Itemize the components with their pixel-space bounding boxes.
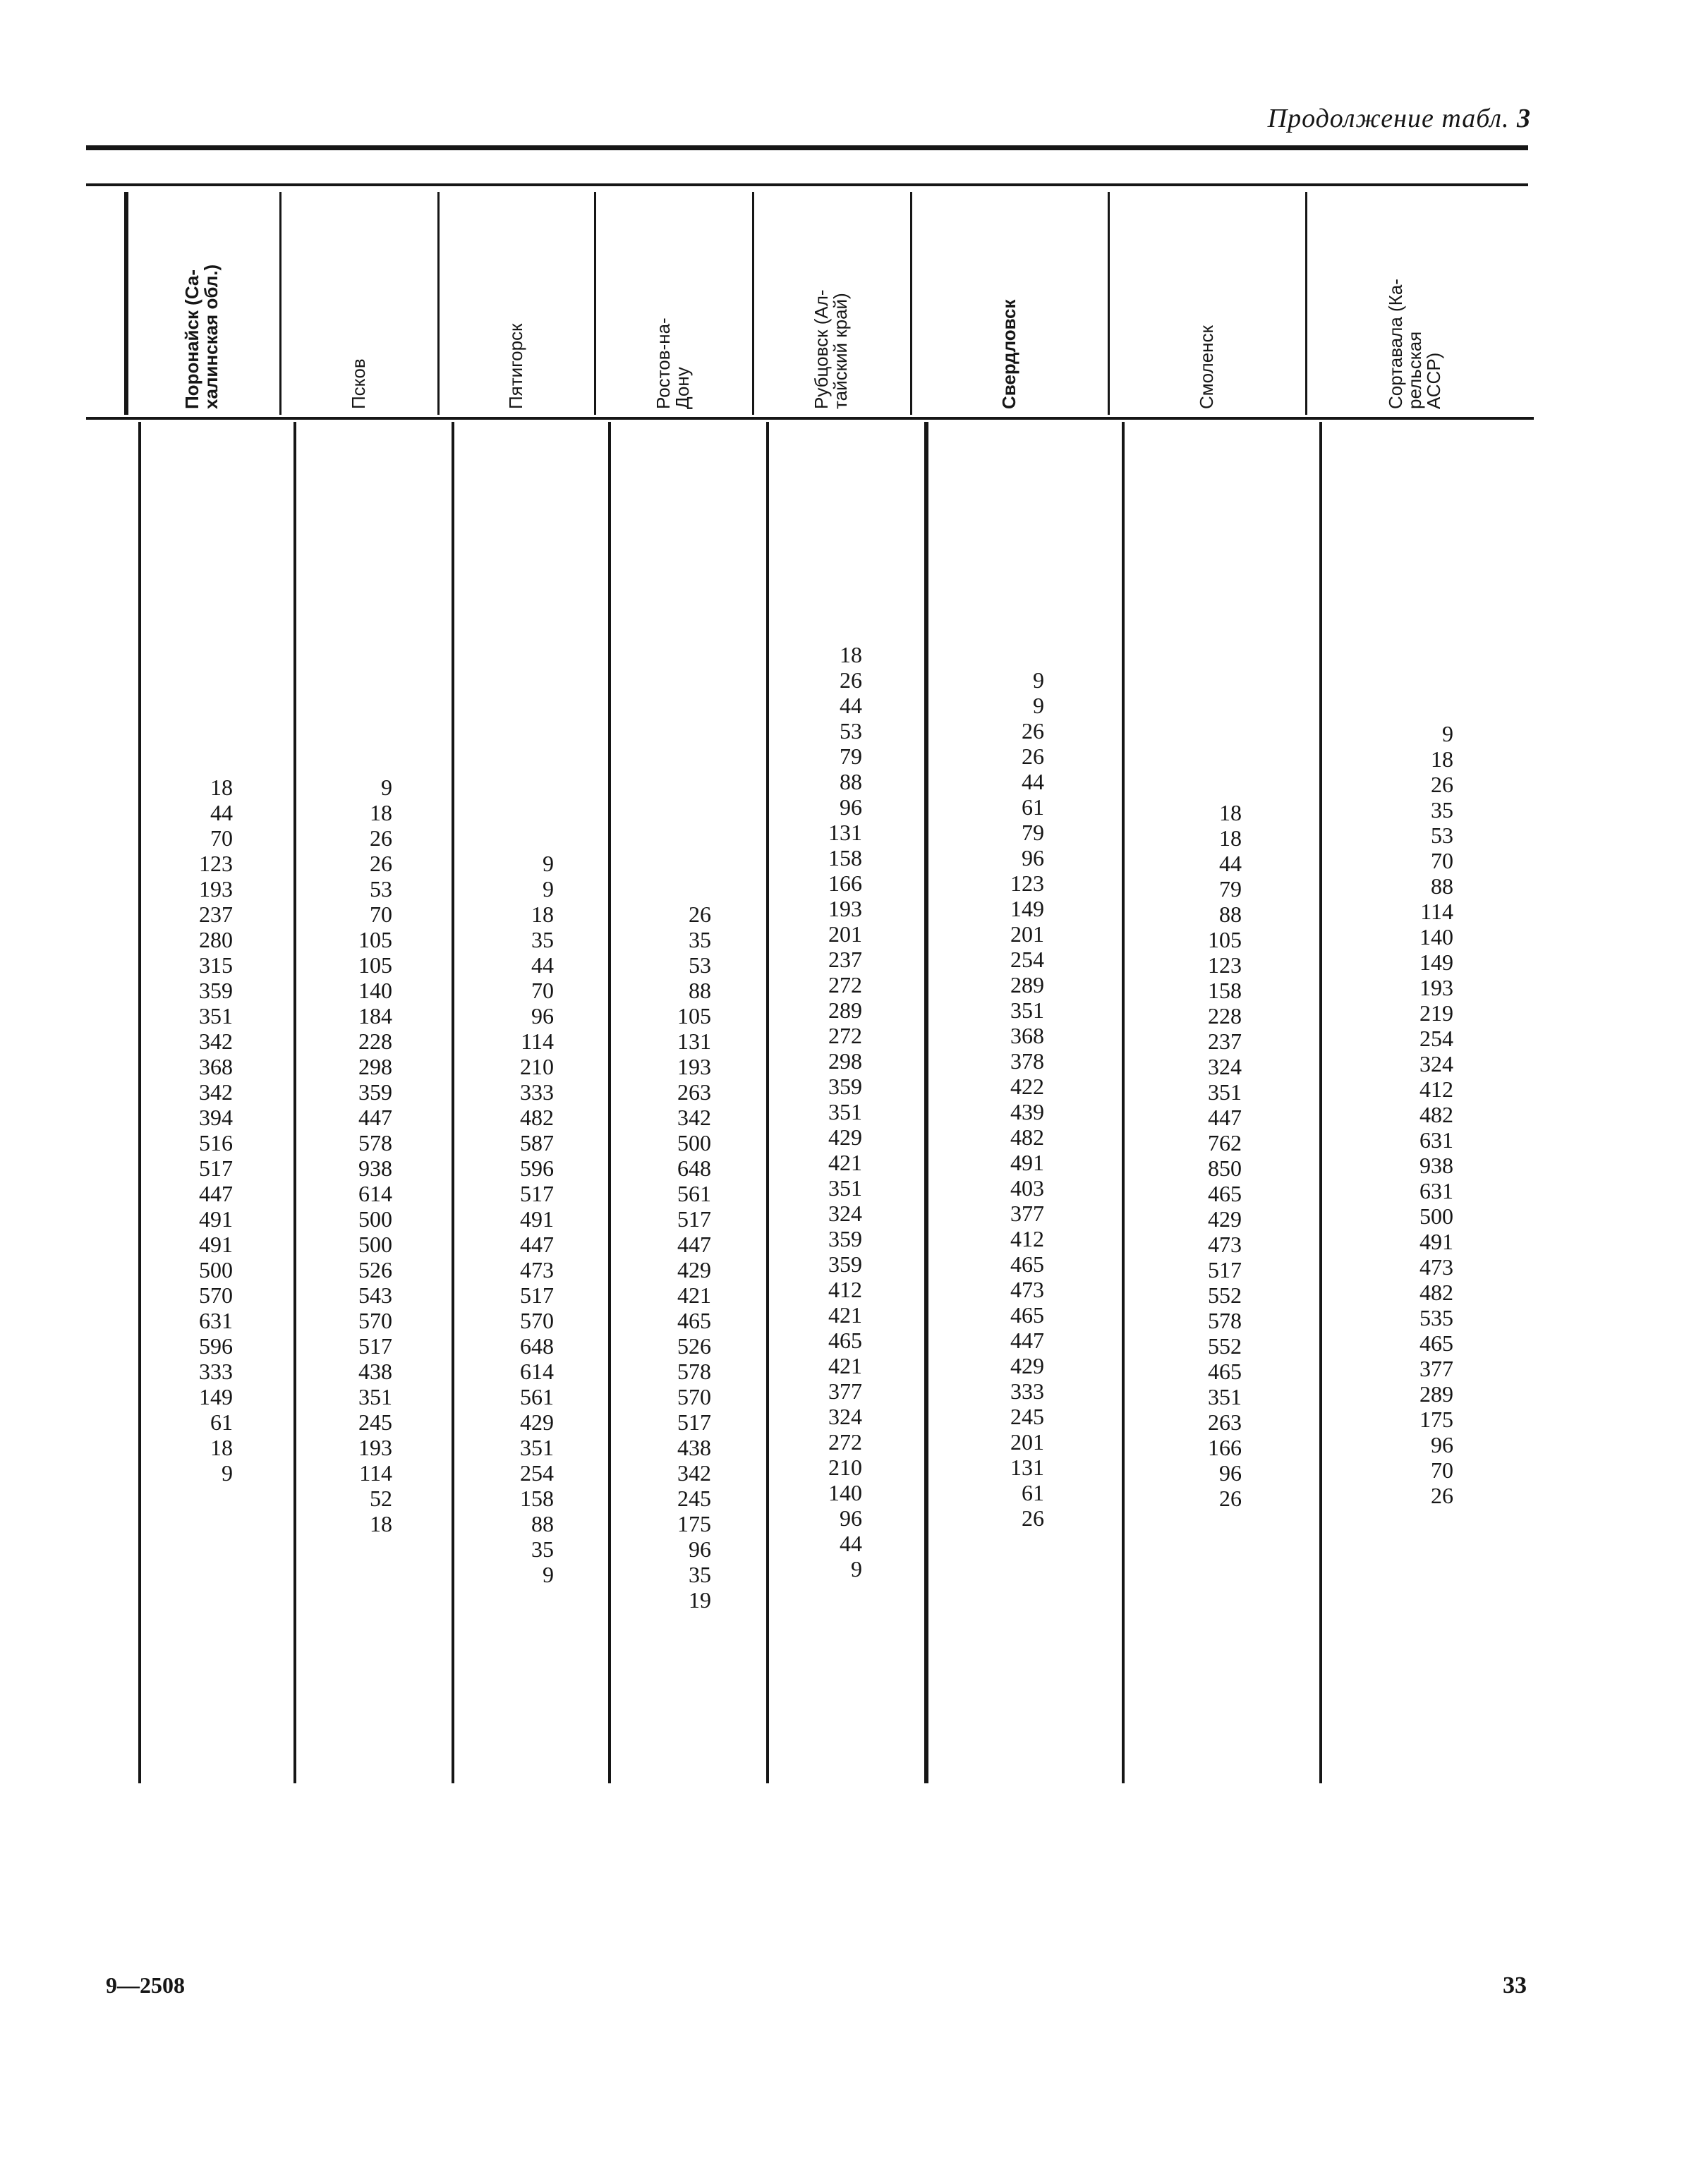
table-cell: 938 bbox=[358, 1155, 392, 1181]
table-cell: 570 bbox=[199, 1282, 233, 1308]
table-cell: 9 bbox=[1033, 693, 1044, 718]
table-cell: 96 bbox=[840, 794, 862, 820]
table-cell: 333 bbox=[199, 1359, 233, 1384]
table-cell: 149 bbox=[1419, 950, 1453, 975]
table-cell: 500 bbox=[199, 1257, 233, 1282]
table-cell: 614 bbox=[358, 1181, 392, 1206]
table-cell: 491 bbox=[199, 1232, 233, 1257]
table-cell: 18 bbox=[370, 1511, 392, 1536]
table-cell: 289 bbox=[828, 997, 862, 1023]
table-cell: 850 bbox=[1208, 1155, 1242, 1181]
table-cell: 570 bbox=[677, 1384, 711, 1409]
table-cell: 482 bbox=[1419, 1102, 1453, 1127]
table-cell: 342 bbox=[677, 1105, 711, 1130]
table-cell: 70 bbox=[1431, 1457, 1453, 1483]
table-cell: 52 bbox=[370, 1486, 392, 1511]
table-cell: 596 bbox=[520, 1155, 554, 1181]
table-cell: 526 bbox=[358, 1257, 392, 1282]
table-cell: 263 bbox=[1208, 1409, 1242, 1435]
table-cell: 543 bbox=[358, 1282, 392, 1308]
table-cell: 473 bbox=[520, 1257, 554, 1282]
table-cell: 35 bbox=[531, 1536, 554, 1562]
table-cell: 201 bbox=[1010, 921, 1044, 947]
table-cell: 96 bbox=[531, 1003, 554, 1029]
table-cell: 26 bbox=[370, 851, 392, 876]
table-cell: 193 bbox=[199, 876, 233, 902]
table-cell: 61 bbox=[1022, 1480, 1044, 1505]
column-divider-body bbox=[924, 422, 928, 1783]
page-number: 33 bbox=[1503, 1972, 1527, 1998]
table-cell: 473 bbox=[1419, 1254, 1453, 1280]
table-cell: 333 bbox=[520, 1079, 554, 1105]
table-cell: 18 bbox=[1219, 825, 1242, 851]
table-cell: 351 bbox=[1208, 1384, 1242, 1409]
table-cell: 272 bbox=[828, 1023, 862, 1048]
table-cell: 9 bbox=[543, 851, 554, 876]
table-cell: 359 bbox=[828, 1251, 862, 1277]
table-cell: 359 bbox=[828, 1074, 862, 1099]
table-cell: 500 bbox=[1419, 1203, 1453, 1229]
table-cell: 254 bbox=[1010, 947, 1044, 972]
table-cell: 201 bbox=[828, 921, 862, 947]
table-cell: 26 bbox=[370, 825, 392, 851]
table-cell: 272 bbox=[828, 1429, 862, 1455]
table-cell: 447 bbox=[520, 1232, 554, 1257]
table-cell: 114 bbox=[359, 1460, 392, 1486]
table-cell: 465 bbox=[1208, 1359, 1242, 1384]
table-cell: 18 bbox=[370, 800, 392, 825]
table-cell: 614 bbox=[520, 1359, 554, 1384]
table-cell: 368 bbox=[199, 1054, 233, 1079]
column-values bbox=[308, 775, 392, 1536]
table-cell: 491 bbox=[1010, 1150, 1044, 1175]
table-cell: 359 bbox=[358, 1079, 392, 1105]
column-divider-body bbox=[138, 422, 141, 1783]
table-cell: 9 bbox=[1033, 667, 1044, 693]
table-cell: 429 bbox=[520, 1409, 554, 1435]
table-cell: 439 bbox=[1010, 1099, 1044, 1124]
table-cell: 88 bbox=[840, 769, 862, 794]
column-header-label: Рубцовск (Ал- тайский край) bbox=[811, 289, 851, 409]
table-cell: 210 bbox=[828, 1455, 862, 1480]
table-cell: 351 bbox=[828, 1099, 862, 1124]
column-values bbox=[626, 902, 711, 1613]
table-cell: 237 bbox=[199, 902, 233, 927]
table-cell: 44 bbox=[210, 800, 233, 825]
table-cell: 526 bbox=[677, 1333, 711, 1359]
table-cell: 429 bbox=[1010, 1353, 1044, 1378]
table-cell: 421 bbox=[828, 1150, 862, 1175]
table-cell: 447 bbox=[1010, 1328, 1044, 1353]
table-cell: 561 bbox=[677, 1181, 711, 1206]
table-cell: 377 bbox=[828, 1378, 862, 1404]
column-header-label: Пятигорск bbox=[504, 323, 526, 409]
table-cell: 342 bbox=[199, 1079, 233, 1105]
table-cell: 158 bbox=[1208, 978, 1242, 1003]
table-cell: 298 bbox=[828, 1048, 862, 1074]
column-divider-body bbox=[766, 422, 769, 1783]
table-cell: 9 bbox=[543, 876, 554, 902]
table-cell: 280 bbox=[199, 927, 233, 952]
table-cell: 578 bbox=[358, 1130, 392, 1155]
table-cell: 447 bbox=[358, 1105, 392, 1130]
table-cell: 289 bbox=[1419, 1381, 1453, 1407]
table-cell: 359 bbox=[199, 978, 233, 1003]
table-cell: 9 bbox=[381, 775, 392, 800]
table-cell: 26 bbox=[1431, 772, 1453, 797]
table-cell: 517 bbox=[520, 1181, 554, 1206]
table-cell: 447 bbox=[677, 1232, 711, 1257]
table-cell: 79 bbox=[1219, 876, 1242, 902]
table-cell: 149 bbox=[199, 1384, 233, 1409]
table-cell: 26 bbox=[1022, 718, 1044, 744]
column-values bbox=[959, 667, 1044, 1531]
table-cell: 631 bbox=[199, 1308, 233, 1333]
table-cell: 193 bbox=[1419, 975, 1453, 1000]
table-cell: 44 bbox=[1219, 851, 1242, 876]
table-cell: 351 bbox=[828, 1175, 862, 1201]
table-cell: 422 bbox=[1010, 1074, 1044, 1099]
table-cell: 491 bbox=[199, 1206, 233, 1232]
table-cell: 412 bbox=[828, 1277, 862, 1302]
table-cell: 596 bbox=[199, 1333, 233, 1359]
table-cell: 254 bbox=[520, 1460, 554, 1486]
table-cell: 18 bbox=[1431, 746, 1453, 772]
table-cell: 465 bbox=[828, 1328, 862, 1353]
table-cell: 123 bbox=[1010, 870, 1044, 896]
table-cell: 131 bbox=[828, 820, 862, 845]
column-header bbox=[752, 190, 910, 409]
table-cell: 131 bbox=[677, 1029, 711, 1054]
table-cell: 272 bbox=[828, 972, 862, 997]
table-cell: 175 bbox=[677, 1511, 711, 1536]
table-cell: 578 bbox=[677, 1359, 711, 1384]
table-cell: 131 bbox=[1010, 1455, 1044, 1480]
table-cell: 359 bbox=[828, 1226, 862, 1251]
table-cell: 342 bbox=[199, 1029, 233, 1054]
table-cell: 175 bbox=[1419, 1407, 1453, 1432]
table-cell: 465 bbox=[1010, 1251, 1044, 1277]
table-cell: 482 bbox=[1010, 1124, 1044, 1150]
table-cell: 53 bbox=[370, 876, 392, 902]
table-cell: 44 bbox=[1022, 769, 1044, 794]
column-header bbox=[1305, 190, 1524, 409]
table-cell: 9 bbox=[851, 1556, 862, 1582]
table-cell: 96 bbox=[1431, 1432, 1453, 1457]
table-cell: 26 bbox=[1022, 1505, 1044, 1531]
table-cell: 482 bbox=[1419, 1280, 1453, 1305]
table-cell: 26 bbox=[840, 667, 862, 693]
table-cell: 96 bbox=[1022, 845, 1044, 870]
table-cell: 342 bbox=[677, 1460, 711, 1486]
table-cell: 351 bbox=[1208, 1079, 1242, 1105]
table-cell: 35 bbox=[689, 1562, 711, 1587]
table-cell: 333 bbox=[1010, 1378, 1044, 1404]
table-cell: 193 bbox=[677, 1054, 711, 1079]
table-cell: 368 bbox=[1010, 1023, 1044, 1048]
table-cell: 324 bbox=[828, 1201, 862, 1226]
table-cell: 552 bbox=[1208, 1333, 1242, 1359]
column-header-label: Поронайск (Са- халинская обл.) bbox=[181, 264, 222, 409]
table-cell: 378 bbox=[1010, 1048, 1044, 1074]
table-number: 3 bbox=[1517, 104, 1531, 133]
table-cell: 140 bbox=[1419, 924, 1453, 950]
table-cell: 70 bbox=[210, 825, 233, 851]
column-values bbox=[148, 775, 233, 1486]
table-cell: 394 bbox=[199, 1105, 233, 1130]
table-cell: 35 bbox=[689, 927, 711, 952]
column-header-label: Свердловск bbox=[998, 299, 1019, 409]
table-cell: 193 bbox=[828, 896, 862, 921]
table-cell: 88 bbox=[531, 1511, 554, 1536]
table-cell: 184 bbox=[358, 1003, 392, 1029]
column-divider-body bbox=[608, 422, 611, 1783]
table-cell: 44 bbox=[531, 952, 554, 978]
table-cell: 351 bbox=[358, 1384, 392, 1409]
table-cell: 351 bbox=[520, 1435, 554, 1460]
table-cell: 26 bbox=[1431, 1483, 1453, 1508]
table-cell: 105 bbox=[358, 952, 392, 978]
column-header bbox=[1108, 190, 1305, 409]
table-cell: 473 bbox=[1208, 1232, 1242, 1257]
table-cell: 70 bbox=[1431, 848, 1453, 873]
table-cell: 219 bbox=[1419, 1000, 1453, 1026]
table-cell: 517 bbox=[358, 1333, 392, 1359]
table-cell: 158 bbox=[828, 845, 862, 870]
table-cell: 79 bbox=[1022, 820, 1044, 845]
column-header bbox=[279, 190, 437, 409]
table-cell: 421 bbox=[828, 1302, 862, 1328]
column-header bbox=[910, 190, 1108, 409]
table-cell: 140 bbox=[828, 1480, 862, 1505]
table-cell: 210 bbox=[520, 1054, 554, 1079]
table-cell: 535 bbox=[1419, 1305, 1453, 1330]
table-cell: 465 bbox=[1010, 1302, 1044, 1328]
table-cell: 324 bbox=[1208, 1054, 1242, 1079]
table-cell: 123 bbox=[199, 851, 233, 876]
table-cell: 517 bbox=[677, 1206, 711, 1232]
table-cell: 149 bbox=[1010, 896, 1044, 921]
table-cell: 351 bbox=[1010, 997, 1044, 1023]
table-cell: 228 bbox=[358, 1029, 392, 1054]
column-header-label: Сортавала (Ка- рельская АССР) bbox=[1384, 279, 1444, 409]
table-cell: 166 bbox=[1208, 1435, 1242, 1460]
table-cell: 44 bbox=[840, 693, 862, 718]
table-cell: 447 bbox=[199, 1181, 233, 1206]
column-header bbox=[437, 190, 594, 409]
table-cell: 482 bbox=[520, 1105, 554, 1130]
table-cell: 9 bbox=[222, 1460, 233, 1486]
table-cell: 762 bbox=[1208, 1130, 1242, 1155]
column-header bbox=[594, 190, 752, 409]
table-cell: 70 bbox=[370, 902, 392, 927]
table-cell: 53 bbox=[1431, 823, 1453, 848]
column-values bbox=[777, 642, 862, 1582]
table-cell: 561 bbox=[520, 1384, 554, 1409]
table-cell: 245 bbox=[677, 1486, 711, 1511]
table-cell: 465 bbox=[1208, 1181, 1242, 1206]
table-cell: 88 bbox=[1431, 873, 1453, 899]
table-cell: 289 bbox=[1010, 972, 1044, 997]
table-cell: 70 bbox=[531, 978, 554, 1003]
table-cell: 587 bbox=[520, 1130, 554, 1155]
table-cell: 403 bbox=[1010, 1175, 1044, 1201]
continuation-text: Продолжение табл. bbox=[1267, 104, 1510, 133]
table-cell: 35 bbox=[1431, 797, 1453, 823]
table-cell: 105 bbox=[677, 1003, 711, 1029]
continuation-caption bbox=[1164, 103, 1531, 134]
table-cell: 140 bbox=[358, 978, 392, 1003]
column-header-label: Псков bbox=[347, 358, 369, 409]
table-cell: 412 bbox=[1010, 1226, 1044, 1251]
table-cell: 88 bbox=[689, 978, 711, 1003]
table-cell: 18 bbox=[840, 642, 862, 667]
table-cell: 228 bbox=[1208, 1003, 1242, 1029]
table-cell: 351 bbox=[199, 1003, 233, 1029]
table-cell: 18 bbox=[531, 902, 554, 927]
table-cell: 96 bbox=[1219, 1460, 1242, 1486]
table-cell: 245 bbox=[358, 1409, 392, 1435]
table-cell: 193 bbox=[358, 1435, 392, 1460]
table-cell: 578 bbox=[1208, 1308, 1242, 1333]
table-cell: 421 bbox=[677, 1282, 711, 1308]
table-cell: 631 bbox=[1419, 1178, 1453, 1203]
column-divider-body bbox=[293, 422, 296, 1783]
table-cell: 9 bbox=[1442, 721, 1453, 746]
table-cell: 96 bbox=[840, 1505, 862, 1531]
table-cell: 9 bbox=[543, 1562, 554, 1587]
table-cell: 500 bbox=[358, 1206, 392, 1232]
table-cell: 648 bbox=[677, 1155, 711, 1181]
table-cell: 105 bbox=[358, 927, 392, 952]
table-cell: 429 bbox=[828, 1124, 862, 1150]
table-cell: 53 bbox=[840, 718, 862, 744]
table-cell: 491 bbox=[520, 1206, 554, 1232]
table-cell: 377 bbox=[1419, 1356, 1453, 1381]
table-cell: 166 bbox=[828, 870, 862, 896]
table-cell: 570 bbox=[520, 1308, 554, 1333]
table-cell: 245 bbox=[1010, 1404, 1044, 1429]
table-cell: 465 bbox=[1419, 1330, 1453, 1356]
table-cell: 237 bbox=[828, 947, 862, 972]
table-cell: 18 bbox=[210, 775, 233, 800]
table-cell: 88 bbox=[1219, 902, 1242, 927]
table-cell: 517 bbox=[199, 1155, 233, 1181]
table-cell: 158 bbox=[520, 1486, 554, 1511]
table-cell: 35 bbox=[531, 927, 554, 952]
column-values bbox=[469, 851, 554, 1587]
table-cell: 648 bbox=[520, 1333, 554, 1359]
table-cell: 517 bbox=[520, 1282, 554, 1308]
table-cell: 500 bbox=[358, 1232, 392, 1257]
table-cell: 473 bbox=[1010, 1277, 1044, 1302]
column-header-label: Смоленск bbox=[1195, 325, 1217, 409]
table-cell: 438 bbox=[677, 1435, 711, 1460]
table-cell: 631 bbox=[1419, 1127, 1453, 1153]
table-cell: 447 bbox=[1208, 1105, 1242, 1130]
table-cell: 421 bbox=[828, 1353, 862, 1378]
table-cell: 263 bbox=[677, 1079, 711, 1105]
column-header bbox=[124, 190, 279, 409]
table-cell: 237 bbox=[1208, 1029, 1242, 1054]
table-cell: 61 bbox=[210, 1409, 233, 1435]
column-divider-body bbox=[1122, 422, 1125, 1783]
table-cell: 114 bbox=[1420, 899, 1453, 924]
table-cell: 438 bbox=[358, 1359, 392, 1384]
table-cell: 18 bbox=[210, 1435, 233, 1460]
table-cell: 18 bbox=[1219, 800, 1242, 825]
table-cell: 500 bbox=[677, 1130, 711, 1155]
header-bottom-rule bbox=[86, 417, 1534, 420]
table-cell: 19 bbox=[689, 1587, 711, 1613]
table-cell: 377 bbox=[1010, 1201, 1044, 1226]
header-top-rule bbox=[86, 183, 1528, 186]
table-cell: 79 bbox=[840, 744, 862, 769]
column-values bbox=[1369, 721, 1453, 1508]
table-cell: 44 bbox=[840, 1531, 862, 1556]
table-cell: 105 bbox=[1208, 927, 1242, 952]
table-cell: 491 bbox=[1419, 1229, 1453, 1254]
table-cell: 298 bbox=[358, 1054, 392, 1079]
table-cell: 429 bbox=[677, 1257, 711, 1282]
table-cell: 96 bbox=[689, 1536, 711, 1562]
top-rule bbox=[86, 145, 1528, 150]
column-header-label: Ростов-на- Дону bbox=[653, 317, 693, 409]
table-cell: 552 bbox=[1208, 1282, 1242, 1308]
table-cell: 412 bbox=[1419, 1076, 1453, 1102]
column-values bbox=[1157, 800, 1242, 1511]
table-cell: 254 bbox=[1419, 1026, 1453, 1051]
table-cell: 61 bbox=[1022, 794, 1044, 820]
table-cell: 26 bbox=[1219, 1486, 1242, 1511]
table-cell: 429 bbox=[1208, 1206, 1242, 1232]
table-cell: 938 bbox=[1419, 1153, 1453, 1178]
table-cell: 123 bbox=[1208, 952, 1242, 978]
table-cell: 570 bbox=[358, 1308, 392, 1333]
table-cell: 465 bbox=[677, 1308, 711, 1333]
table-cell: 114 bbox=[521, 1029, 554, 1054]
table-cell: 517 bbox=[1208, 1257, 1242, 1282]
table-cell: 516 bbox=[199, 1130, 233, 1155]
table-cell: 26 bbox=[1022, 744, 1044, 769]
table-cell: 53 bbox=[689, 952, 711, 978]
table-cell: 315 bbox=[199, 952, 233, 978]
column-divider-body bbox=[452, 422, 454, 1783]
column-divider-body bbox=[1319, 422, 1322, 1783]
table-cell: 201 bbox=[1010, 1429, 1044, 1455]
page-code: 9—2508 bbox=[106, 1972, 185, 1998]
table-cell: 517 bbox=[677, 1409, 711, 1435]
table-cell: 324 bbox=[828, 1404, 862, 1429]
table-cell: 324 bbox=[1419, 1051, 1453, 1076]
table-cell: 26 bbox=[689, 902, 711, 927]
